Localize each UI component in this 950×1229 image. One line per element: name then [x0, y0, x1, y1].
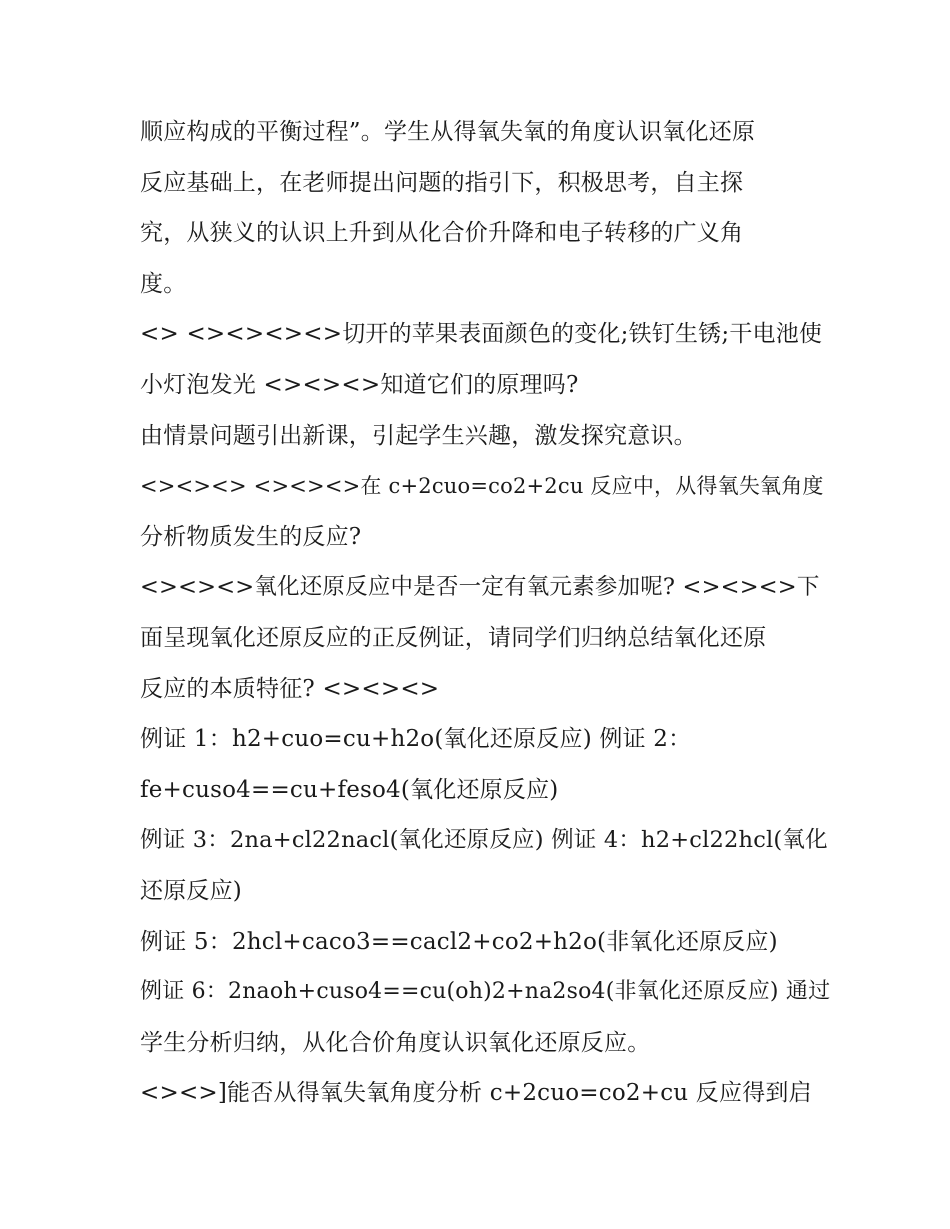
text-line: 究，从狭义的认识上升到从化合价升降和电子转移的广义角	[140, 220, 744, 247]
text-line: 分析物质发生的反应?	[140, 523, 362, 550]
text-line: 反应的本质特征? <><><>	[140, 675, 440, 702]
text-line: 面呈现氧化还原反应的正反例证，请同学们归纳总结氧化还原	[140, 624, 767, 651]
body-text	[140, 107, 831, 1119]
text-line: 例证 1：h2+cuo=cu+h2o(氧化还原反应) 例证 2：	[140, 726, 692, 753]
text-line: <><><>氧化还原反应中是否一定有氧元素参加呢? <><><>下	[140, 574, 820, 601]
text-line: 顺应构成的平衡过程”。学生从得氧失氧的角度认识氧化还原	[140, 119, 756, 145]
text-line: 还原反应)	[140, 877, 242, 904]
text-line: <><><> <><><>在 c+2cuo=co2+2cu 反应中，从得氧失氧角度	[140, 474, 824, 499]
text-line: 例证 3：2na+cl22nacl(氧化还原反应) 例证 4：h2+cl22hcl(氧化	[140, 827, 828, 854]
text-line: <> <><><><>切开的苹果表面颜色的变化;铁钉生锈;干电池使	[140, 321, 823, 348]
text-line: 例证 5：2hcl+caco3==cacl2+co2+h2o(非氧化还原反应)	[140, 928, 778, 955]
text-line: 小灯泡发光 <><><>知道它们的原理吗?	[140, 371, 579, 398]
text-line: fe+cuso4==cu+feso4(氧化还原反应)	[140, 776, 559, 803]
text-line: 例证 6：2naoh+cuso4==cu(oh)2+na2so4(非氧化还原反应) 通过	[140, 979, 831, 1005]
text-line: 反应基础上，在老师提出问题的指引下，积极思考，自主探	[140, 169, 744, 196]
text-line: <><>]能否从得氧失氧角度分析 c+2cuo=co2+cu 反应得到启	[140, 1080, 812, 1107]
text-line: 由情景问题引出新课，引起学生兴趣，激发探究意识。	[140, 422, 697, 449]
text-line: 度。	[140, 270, 187, 297]
text-line: 学生分析归纳，从化合价角度认识氧化还原反应。	[140, 1029, 651, 1056]
